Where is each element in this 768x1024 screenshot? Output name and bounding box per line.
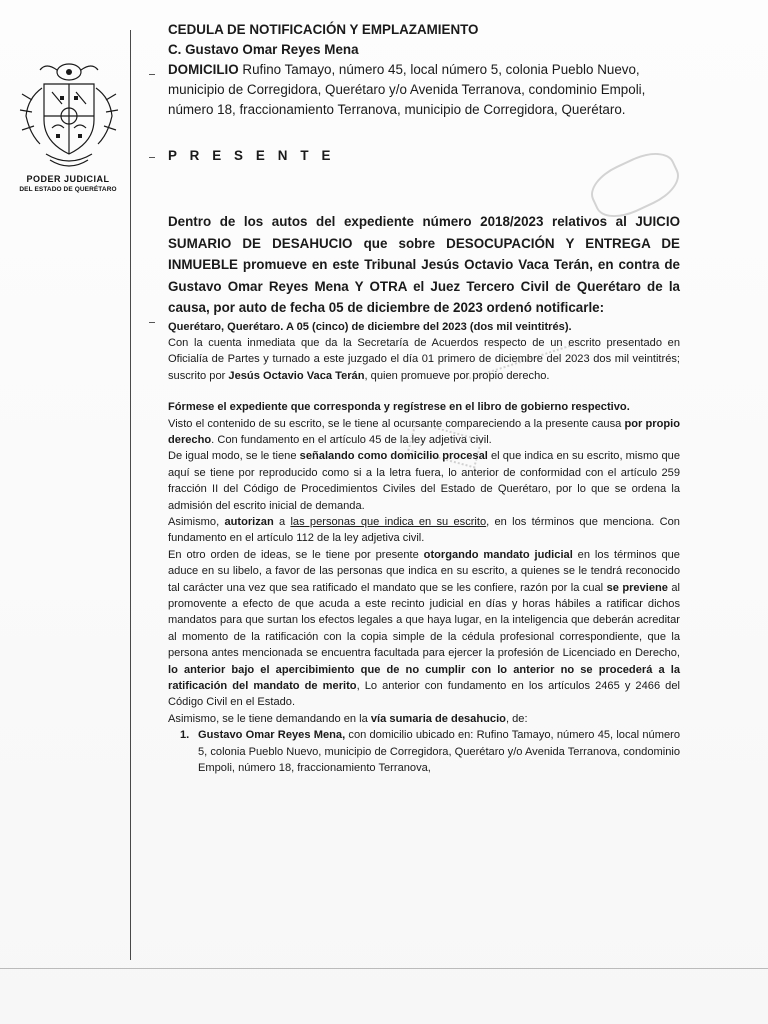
margin-rule — [130, 30, 131, 960]
paragraph-7: Asimismo, se le tiene demandando en la vía sumaria de desahucio, de: — [168, 712, 528, 725]
list-item-text: con domicilio ubicado en: Rufino Tamayo, número 45, local número 5, colonia Pueblo Nuevo, municipio de Corregidora, Querétaro y/o Avenida Terranova, condominio Empoli, número 18, fraccionamiento Terranova, — [198, 729, 680, 775]
document-title: CEDULA DE NOTIFICACIÓN Y EMPLAZAMIENTO — [168, 22, 479, 37]
paragraph-3: Visto el contenido de su escrito, se le tiene al ocursante compareciendo a la presente causa por propio derecho. Con fundamento en el artículo 45 de la ley adjetiva civil. — [168, 417, 680, 446]
document-content — [168, 20, 680, 776]
domicilio-label: DOMICILIO — [168, 62, 239, 77]
margin-tick — [149, 157, 155, 158]
list-item — [168, 727, 680, 776]
paragraph-2: Fórmese el expediente que corresponda y regístrese en el libro de gobierno respectivo. — [168, 401, 630, 414]
intro-paragraph: Dentro de los autos del expediente número 2018/2023 relativos al JUICIO SUMARIO DE DESAHUCIO que sobre DESOCUPACIÓN Y ENTREGA DE INMUEBLE promueve en este Tribunal Jesús Octavio Vaca Terán, en contra de Gustavo Omar Reyes Mena Y OTRA el Juez Tercero Civil de Querétaro de la causa, por auto de fecha 05 de diciembre de 2023 ordenó notificarle: — [168, 214, 680, 315]
seal-subtitle: DEL ESTADO DE QUERÉTARO — [19, 186, 117, 193]
paragraph-6: En otro orden de ideas, se le tiene por presente otorgando mandato judicial en los términos que aduce en su libelo, a favor de las personas que indica en su escrito, a quienes se le tendrá reconocido tal carácter una vez que sea ratificado el mandato que se les confiere, razón por la cual se previene al promovente a efecto de que acuda a este recinto judicial en días y horas hábiles a ratificar dichos mandatos para que surtan los efectos legales a que haya lugar, en la inteligencia que deberán acreditar al momento de la ratificación con la copia simple de la cédula profesional correspondiente, que la persona antes mencionada se encuentra facultada para ejercer la profesión de Licenciado en Derecho, lo anterior bajo el apercibimiento que de no cumplir con lo anterior no se procederá a la ratificación del mandato de merito, Lo anterior con fundamento en los artículos 2465 y 2466 del Código Civil en el Estado. — [168, 548, 681, 709]
margin-tick — [149, 74, 155, 75]
order-body — [168, 319, 680, 777]
presente-heading: P R E S E N T E — [168, 148, 335, 163]
addressee-name: C. Gustavo Omar Reyes Mena — [168, 42, 359, 57]
domicilio-text: Rufino Tamayo, número 45, local número 5, colonia Pueblo Nuevo, municipio de Corregidora, Querétaro y/o Avenida Terranova, condominio Empoli, número 18, fraccionamiento Terranova, municipio de Corregidora, Querétaro. — [168, 62, 646, 117]
addressee-address — [168, 60, 680, 120]
page-bottom-edge — [0, 968, 768, 969]
paragraph-5: Asimismo, autorizan a las personas que indica en su escrito, en los términos que menciona. Con fundamento en el artículo 112 de la ley adjetiva civil. — [168, 515, 680, 545]
paragraph-1: Con la cuenta inmediata que da la Secretaría de Acuerdos respecto de un escrito presentado en Oficialía de Partes y turnado a este juzgado el día 01 primero de diciembre del 2023 dos mil veintitrés; suscrito por Jesús Octavio Vaca Terán, quien promueve por propio derecho. — [168, 336, 680, 382]
dateline: Querétaro, Querétaro. A 05 (cinco) de diciembre del 2023 (dos mil veintitrés). — [168, 320, 572, 333]
list-item-number: 1. — [180, 729, 190, 742]
seal-title: PODER JUDICIAL — [26, 174, 110, 184]
margin-tick — [149, 322, 155, 323]
paragraph-4: De igual modo, se le tiene señalando como domicilio procesal el que indica en su escrito, mismo que aquí se tiene por reproducido como si a la letra fuera, lo anterior de conformidad con el artículo 259 fracción II del Código de Procedimientos Civiles del Estado de Querétaro, por lo que se ordena la admisión del escrito inicial de demanda. — [168, 450, 680, 512]
list-item-name: Gustavo Omar Reyes Mena, — [198, 729, 346, 742]
